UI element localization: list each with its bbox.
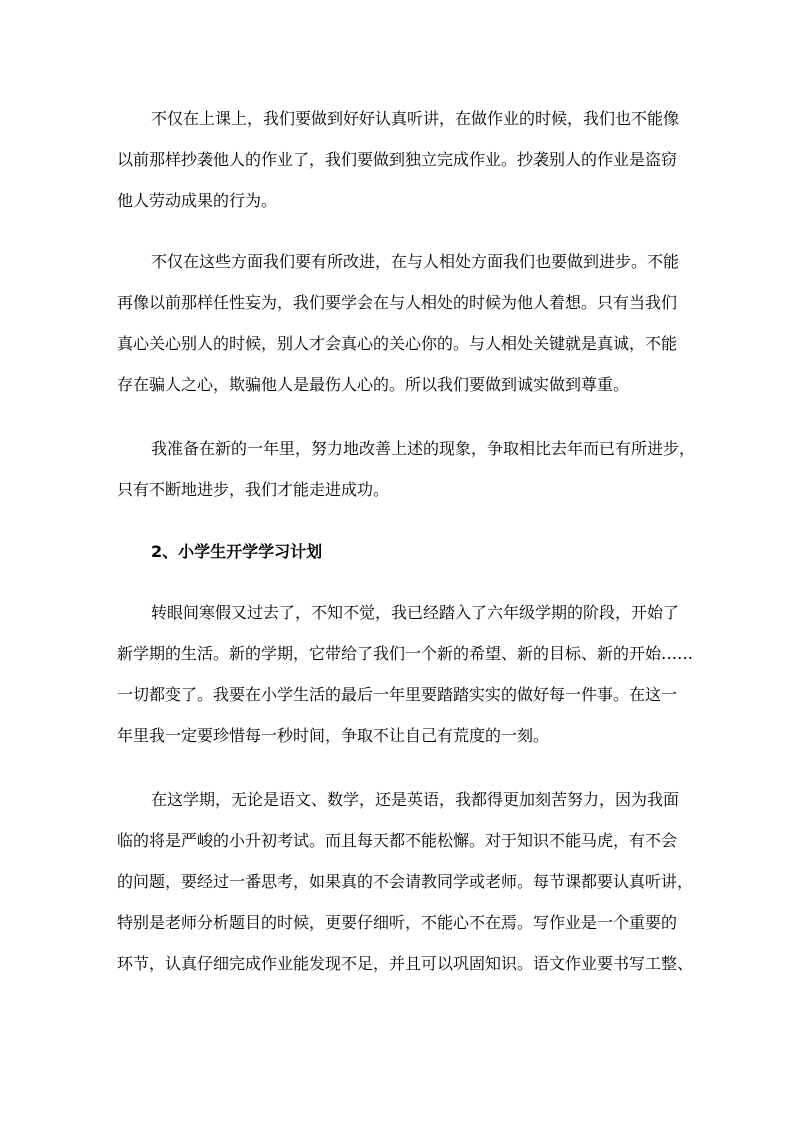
paragraph-homework-independence [117, 98, 680, 221]
section-heading: 2、小学生开学学习计划 [151, 542, 323, 561]
text-line: 一切都变了。我要在小学生活的最后一年里要踏踏实实的做好每一件事。在这一 [117, 685, 678, 704]
text-line: 年里我一定要珍惜每一秒时间，争取不让自己有荒度的一刻。 [117, 726, 550, 745]
text-line: 环节，认真仔细完成作业能发现不足，并且可以巩固知识。语文作业要书写工整、 [117, 954, 694, 973]
text-line: 再像以前那样任性妄为，我们要学会在与人相处的时候为他人着想。只有当我们 [117, 293, 678, 312]
text-line: 转眼间寒假又过去了，不知不觉，我已经踏入了六年级学期的阶段，开始了 [151, 603, 680, 622]
text-line: 的问题，要经过一番思考，如果真的不会请教同学或老师。每节课都要认真听讲， [117, 872, 694, 891]
text-line: 真心关心别人的时候，别人才会真心的关心你的。与人相处关键就是真诚，不能 [117, 334, 678, 353]
paragraph-study-plan [117, 779, 694, 984]
text-line: 我准备在新的一年里，努力地改善上述的现象，争取相比去年而已有所进步， [151, 439, 696, 458]
paragraph-new-year-goal [117, 428, 696, 510]
text-line: 不仅在上课上，我们要做到好好认真听讲，在做作业的时候，我们也不能像 [151, 109, 680, 128]
text-line: 存在骗人之心，欺骗他人是最伤人心的。所以我们要做到诚实做到尊重。 [117, 375, 630, 394]
paragraph-new-semester [117, 592, 694, 756]
paragraph-getting-along [117, 241, 680, 405]
text-line: 在这学期，无论是语文、数学，还是英语，我都得更加刻苦努力，因为我面 [151, 790, 680, 809]
text-line: 不仅在这些方面我们要有所改进，在与人相处方面我们也要做到进步。不能 [151, 252, 680, 271]
text-line: 他人劳动成果的行为。 [117, 191, 278, 210]
text-line: 新学期的生活。新的学期，它带给了我们一个新的希望、新的目标、新的开始…… [117, 644, 694, 663]
text-line: 临的将是严峻的小升初考试。而且每天都不能松懈。对于知识不能马虎，有不会 [117, 831, 678, 850]
text-line: 特别是老师分析题目的时候，更要仔细听，不能心不在焉。写作业是一个重要的 [117, 913, 678, 932]
text-line: 以前那样抄袭他人的作业了，我们要做到独立完成作业。抄袭别人的作业是盗窃 [117, 150, 678, 169]
text-line: 只有不断地进步，我们才能走进成功。 [117, 480, 390, 499]
